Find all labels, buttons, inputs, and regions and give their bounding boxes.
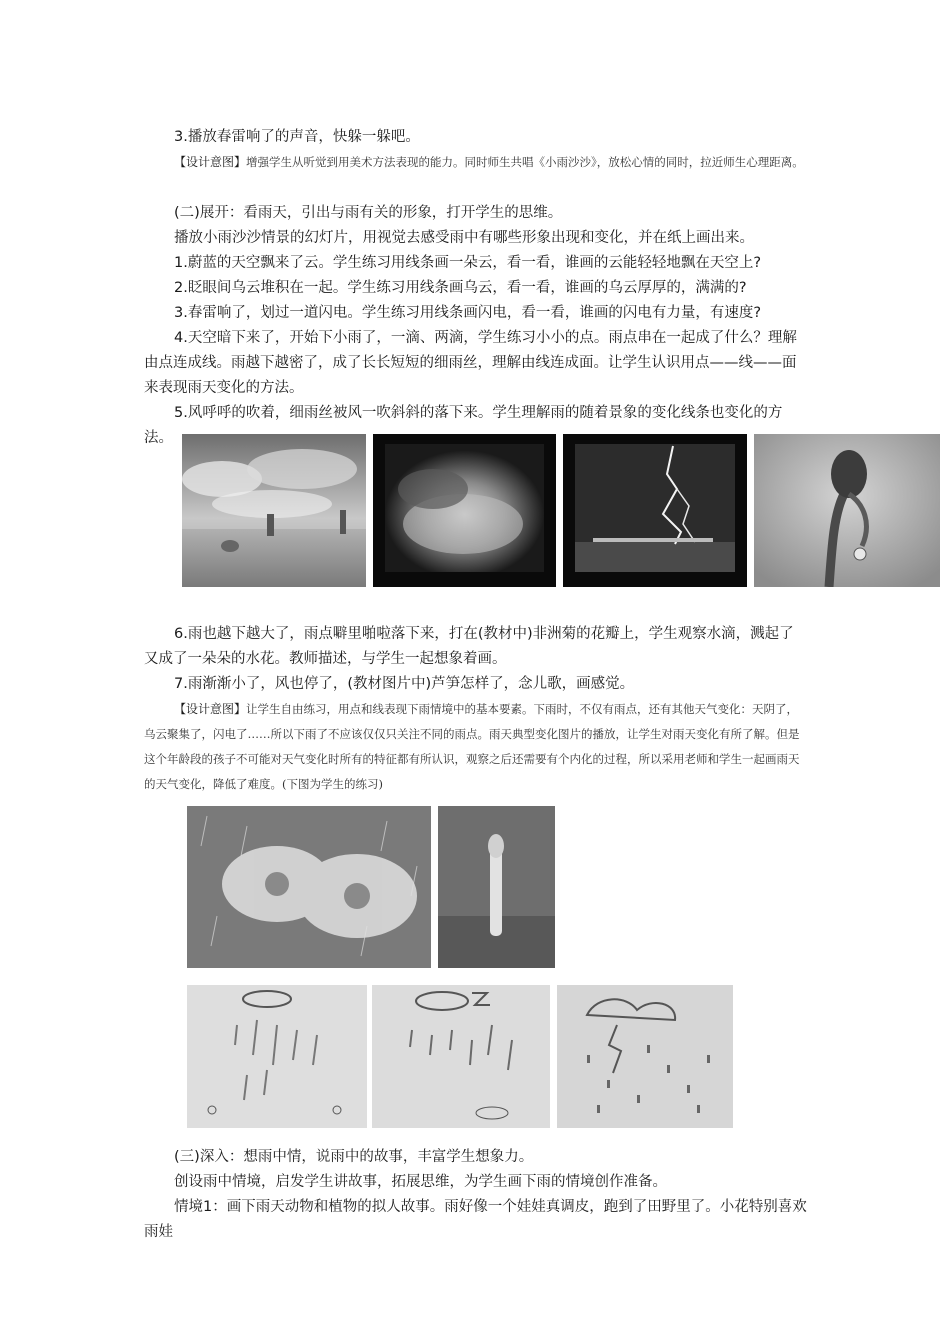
design-intent-tag: 【设计意图】: [174, 155, 247, 169]
paragraph-item4-light-rain: 4.天空暗下来了，开始下小雨了，一滴、两滴，学生练习小小的点。雨点串在一起成了什么？理解由点连成线。雨越下越密了，成了长长短短的细雨丝，理解由线连成面。让学生认识用点——线——面来表现雨天变化的方法。: [144, 330, 797, 396]
student-drawing-2: [372, 985, 550, 1128]
asparagus-photo: [438, 806, 555, 968]
paragraph-item7-asparagus: 7.雨渐渐小了，风也停了，(教材图片中)芦笋怎样了，念儿歌，画感觉。: [174, 676, 635, 692]
paragraph-scenario-1: 情境1：画下雨天动物和植物的拟人故事。雨好像一个娃娃真调皮，跑到了田野里了。小花特别喜欢雨娃: [144, 1199, 807, 1240]
flower-bud-raindrop-photo: [754, 434, 940, 587]
paragraph-slideshow: 播放小雨沙沙情景的幻灯片，用视觉去感受雨中有哪些形象出现和变化，并在纸上画出来。: [174, 230, 754, 246]
design-intent-text: 增强学生从听觉到用美术方法表现的能力。同时师生共唱《小雨沙沙》，放松心情的同时，拉近师生心理距离。: [246, 155, 804, 169]
paragraph-item6-heavy-rain: 6.雨也越下越大了，雨点噼里啪啦落下来，打在(教材中)非洲菊的花瓣上，学生观察水滴，溅起了又成了一朵朵的水花。教师描述，与学生一起想象着画。: [144, 626, 794, 667]
dark-clouds-photo: [373, 434, 556, 587]
student-drawing-3: [557, 985, 733, 1128]
section-heading-expand: (二)展开：看雨天，引出与雨有关的形象，打开学生的思维。: [174, 205, 563, 221]
cloudy-field-photo: [182, 434, 366, 587]
paragraph-create-scenario: 创设雨中情境，启发学生讲故事，拓展思维，为学生画下雨的情境创作准备。: [174, 1174, 667, 1190]
gerbera-in-rain-photo: [187, 806, 431, 968]
design-intent-note-1: [144, 150, 808, 175]
section-heading-deepen: (三)深入：想雨中情，说雨中的故事，丰富学生想象力。: [174, 1149, 534, 1165]
paragraph-item3-lightning: 3.春雷响了，划过一道闪电。学生练习用线条画闪电，看一看，谁画的闪电有力量，有速度?: [174, 305, 762, 321]
design-intent-text: 让学生自由练习，用点和线表现下雨情境中的基本要素。下雨时，不仅有雨点，还有其他天气变化：天阴了，乌云聚集了，闪电了……所以下雨了不应该仅仅只关注不同的雨点。雨天典型变化图片的播放，让学生对雨天变化有所了解。但是这个年龄段的孩子不可能对天气变化时所有的特征都有所认识，观察之后还需要有个内化的过程，所以采用老师和学生一起画雨天的天气变化，降低了难度。(下图为学生的练习): [144, 702, 800, 791]
paragraph-item2-dark-cloud: 2.眨眼间乌云堆积在一起。学生练习用线条画乌云，看一看，谁画的乌云厚厚的，满满的?: [174, 280, 747, 296]
paragraph-item5-wind: 5.风呼呼的吹着，细雨丝被风一吹斜斜的落下来。学生理解雨的随着景象的变化线条也变化的方法。: [144, 405, 783, 446]
design-intent-note-2: [144, 697, 808, 797]
lightning-photo: [563, 434, 747, 587]
student-drawing-1: [187, 985, 367, 1128]
paragraph-item1-cloud: 1.蔚蓝的天空飘来了云。学生练习用线条画一朵云，看一看，谁画的云能轻轻地飘在天空上?: [174, 255, 762, 271]
paragraph-step3-thunder: 3.播放春雷响了的声音，快躲一躲吧。: [174, 129, 420, 145]
design-intent-tag: 【设计意图】: [174, 702, 247, 716]
